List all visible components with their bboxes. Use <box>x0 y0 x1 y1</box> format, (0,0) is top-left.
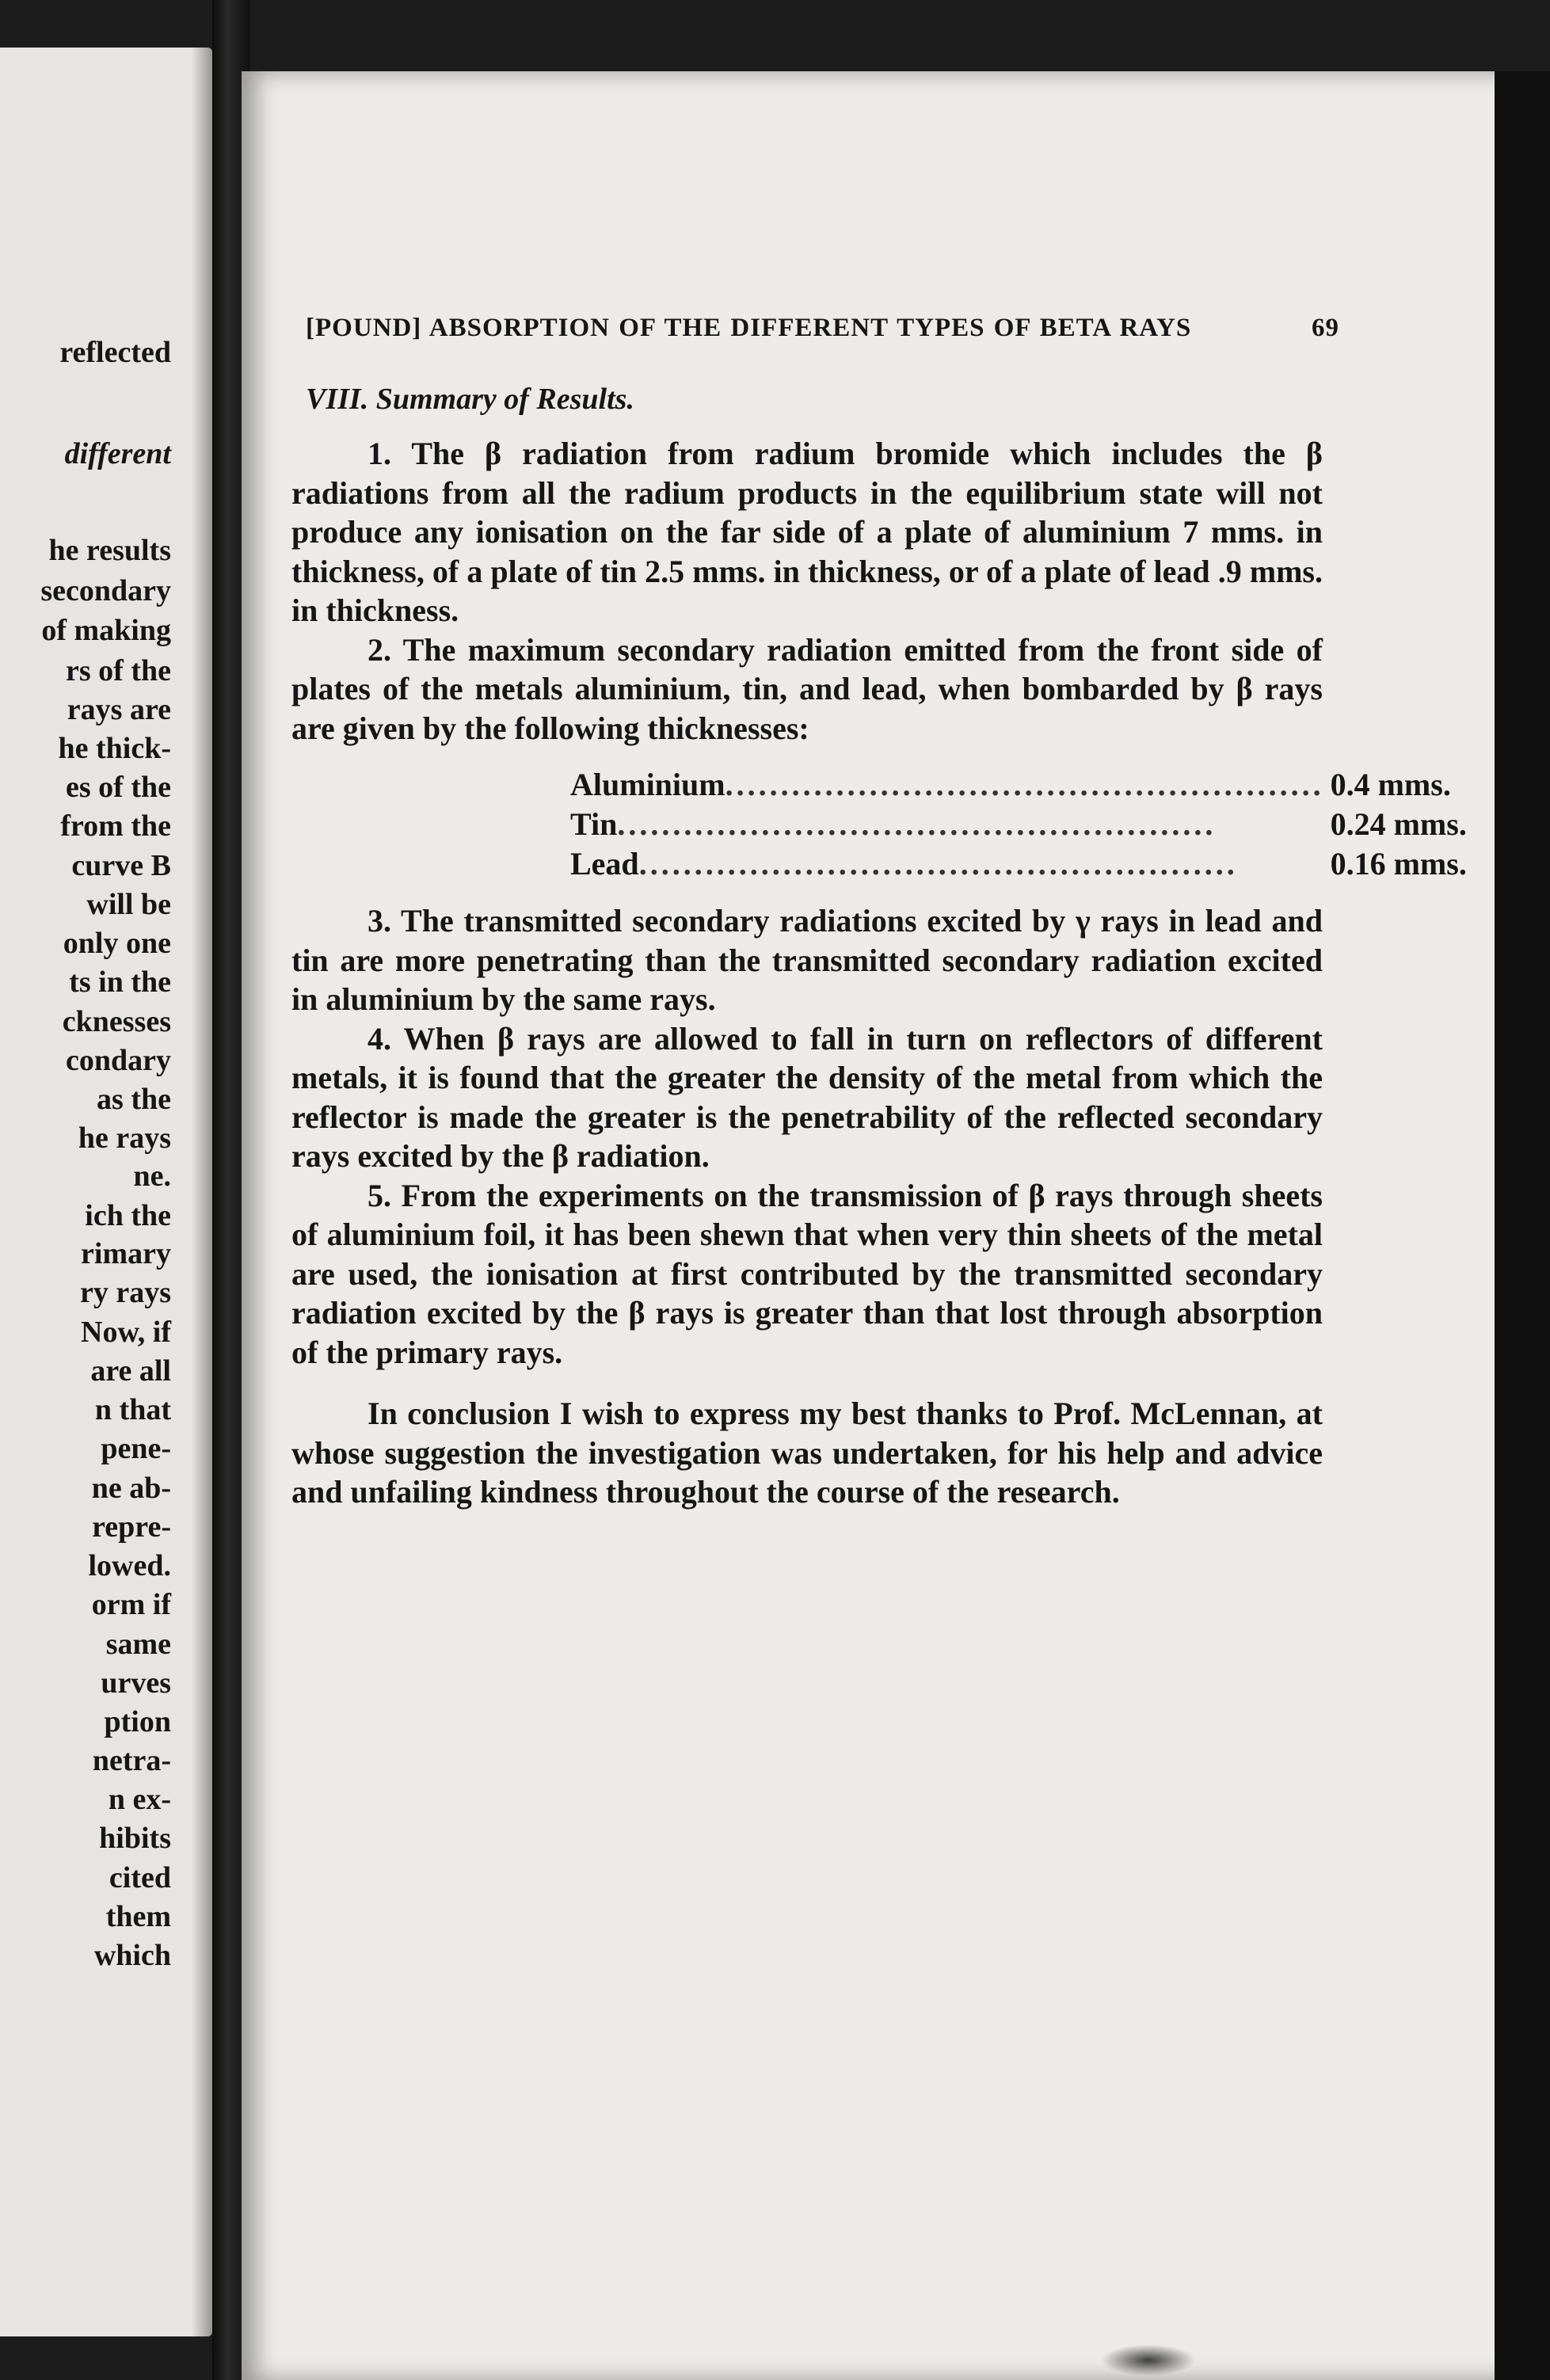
result-paragraph-2: 2. The maximum secondary radiation emitted from the front side of plates of the metals aluminium, tin, and lead, when bombarded by β rays are given by the following thicknesses: <box>291 631 1323 746</box>
thickness-row <box>570 765 1467 805</box>
left-page-line: ry rays <box>79 1276 171 1309</box>
metal-name: Tin <box>570 806 618 843</box>
left-page-line: rimary <box>81 1237 171 1270</box>
left-page-line: pene- <box>101 1432 171 1465</box>
left-page-line: repre- <box>92 1510 171 1544</box>
left-page-line: rs of the <box>66 654 171 687</box>
left-page-line: Now, if <box>81 1316 171 1349</box>
page-number: 69 <box>1312 314 1339 342</box>
section-title: VIII. Summary of Results. <box>306 383 634 416</box>
left-page-line: ne ab- <box>91 1472 171 1505</box>
result-paragraph-3: 3. The transmitted secondary radiations excited by γ rays in lead and tin are more penetrating than the transmitted secondary radiation excited in aluminium by the same rays. <box>291 903 1323 1017</box>
left-page-line: which <box>93 1939 171 1972</box>
thickness-value: 0.4 mms. <box>1330 767 1451 803</box>
thickness-value: 0.24 mms. <box>1330 806 1467 843</box>
result-paragraph-4: 4. When β rays are allowed to fall in turn on reflectors of different metals, it is found that the greater the density of the metal from which the reflector is made the greater is the penetrability of the reflected secondary rays excited by the β radiation. <box>291 1020 1323 1174</box>
left-page-line: different <box>64 437 171 470</box>
running-header-text <box>306 314 1191 343</box>
left-page-line: condary <box>66 1044 171 1077</box>
running-header <box>306 314 1339 343</box>
header-title: ABSORPTION OF THE DIFFERENT TYPES OF BETA RAYS <box>428 314 1192 342</box>
left-page-line: hibits <box>99 1822 171 1855</box>
left-page-line: secondary <box>40 574 171 607</box>
header-author: [POUND] <box>306 314 422 342</box>
metal-name: Aluminium <box>570 767 725 803</box>
left-page-line: from the <box>60 809 171 843</box>
result-paragraph-1: 1. The β radiation from radium bromide which includes the β radiations from all the radium products in the equilibrium state will not produce any ionisation on the far side of a plate of aluminium 7 mms. in thickness, of a plate of tin 2.5 mms. in thickness, or of a plate of lead .9 mms. in thickness. <box>291 436 1323 628</box>
left-page-line: ption <box>104 1705 171 1738</box>
leader-dots <box>639 844 1324 884</box>
thickness-row <box>570 844 1467 884</box>
left-page-line: as the <box>97 1083 171 1116</box>
left-page-line: he rays <box>78 1121 171 1155</box>
left-page-fragment <box>0 48 212 2336</box>
left-page-line: of making <box>41 614 171 647</box>
left-page-line: rays are <box>67 693 171 726</box>
left-page-line: cknesses <box>62 1005 171 1038</box>
metal-name: Lead <box>570 846 639 882</box>
leader-dots <box>725 765 1324 805</box>
left-page-line: es of the <box>66 771 171 804</box>
left-page-line: them <box>105 1900 171 1933</box>
metal-cell <box>570 765 1324 805</box>
thickness-value: 0.16 mms. <box>1330 846 1467 882</box>
left-page-line: netra- <box>92 1744 171 1777</box>
result-paragraph-5: 5. From the experiments on the transmission of β rays through sheets of aluminium foil, it has been shewn that when very thin sheets of the metal are used, the ionisation at first contributed by the transmitted secondary radiation excited by the β rays is greater than that lost through absorption of the primary rays. <box>291 1177 1323 1370</box>
left-page-line: n ex- <box>108 1783 171 1816</box>
scan-smudge <box>1101 2344 1196 2376</box>
left-page-line: ne. <box>133 1160 171 1193</box>
left-page-line: n that <box>94 1393 171 1426</box>
left-page-line: he thick- <box>58 732 171 765</box>
left-page-line: same <box>105 1628 171 1661</box>
left-page-line: urves <box>101 1666 171 1700</box>
metal-cell <box>570 805 1324 844</box>
left-page-line: reflected <box>59 336 171 369</box>
left-page-line: ts in the <box>69 965 171 999</box>
body-text <box>291 434 1467 1512</box>
left-page-line: ich the <box>85 1199 171 1232</box>
left-page-line: he results <box>48 534 171 567</box>
left-page-line: will be <box>86 888 171 921</box>
metal-cell <box>570 844 1324 884</box>
left-page-line: curve B <box>71 849 171 882</box>
conclusion-paragraph: In conclusion I wish to express my best thanks to Prof. McLennan, at whose suggestion the investigation was undertaken, for his help and advice and unfailing kindness throughout the course of the research. <box>291 1396 1323 1510</box>
thickness-table <box>570 765 1467 884</box>
left-page-line: cited <box>109 1861 171 1894</box>
left-page-line: are all <box>90 1354 171 1388</box>
left-page-line: orm if <box>91 1588 171 1621</box>
thickness-row <box>570 805 1467 844</box>
leader-dots <box>617 805 1323 844</box>
left-page-line: lowed. <box>88 1549 171 1582</box>
left-page-line: only one <box>63 927 171 960</box>
